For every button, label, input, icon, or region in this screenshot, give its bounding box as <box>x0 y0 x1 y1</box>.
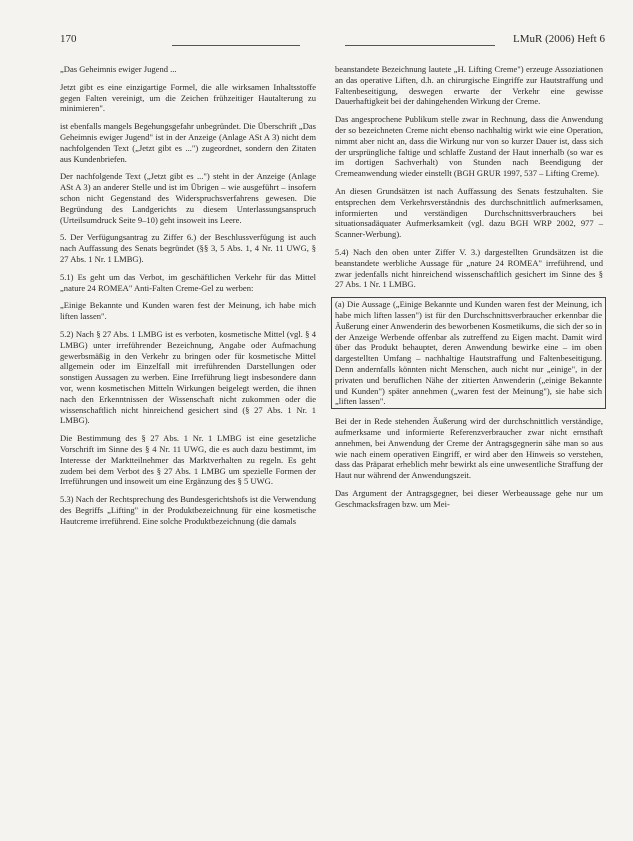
paragraph: „Das Geheimnis ewiger Jugend ... <box>60 64 177 74</box>
right-column <box>335 64 603 516</box>
paragraph: Das angesprochene Publikum stelle zwar in Rechnung, dass die Anwendung der so bezeichneten Creme nicht ebenso nachhaltig wirkt wie eine Operation, nimmt aber nicht an, dass die Wirkung nur von so kurzer Dauer ist, dass sich der ursprüngliche faltige und schlaffe Zustand der Haut innerhalb (so war es im dortigen Sachverhalt) von Stunden nach Beendigung der Cremeanwendung wieder einstellt (BGH GRUR 1997, 537 – Lifting Creme). <box>335 114 603 179</box>
paragraph: Das Argument der Antragsgegner, bei dieser Werbeaussage gehe nur um Geschmacksfragen bzw. um Mei- <box>335 487 603 509</box>
paragraph: Bei der in Rede stehenden Äußerung wird der durchschnittlich verständige, aufmerksame und informierte Referenzverbraucher zwar nicht ernsthaft annehmen, bei Anwendung der Creme der Antragsgegnerin sähe man so aus wie nach einem operativen Eingriff, er wird aber den Hinweis so verstehen, dass das Präparat erheblich mehr bewirkt als eine unwesentliche Straffung der Haut nur während der Anwendungszeit. <box>335 416 603 481</box>
paragraph: 5. Der Verfügungsantrag zu Ziffer 6.) der Beschlussverfügung ist auch nach Auffassung des Senats begründet (§§ 3, 5 Abs. 1, 4 Nr. 11 UWG, § 27 Abs. 1 Nr. 1 LMBG). <box>60 232 316 264</box>
paragraph: 5.2) Nach § 27 Abs. 1 LMBG ist es verboten, kosmetische Mittel (vgl. § 4 LMBG) unter irreführender Bezeichnung, Angabe oder Aufmachung gewerbsmäßig in den Verkehr zu bringen oder für kosmetische Mittel allgemein oder im Einzelfall mit irreführenden Darstellungen oder sonstigen Aussagen zu werben. Eine Irreführung liegt insbesondere dann vor, wenn kosmetischen Mitteln Wirkungen beigelegt werden, die ihnen nach den Erkenntnissen der Wissenschaft nicht zukommen oder die wissenschaftlich nicht hinreichend gesichert sind (§ 27 Abs. 1 Nr. 1 LMBG). <box>60 328 316 426</box>
paragraph: Jetzt gibt es eine einzigartige Formel, die alle wirksamen Inhaltsstoffe gegen Falten vereinigt, um die Zeichen frühzeitiger Hautalterung zu minimieren". <box>60 81 316 114</box>
journal-reference: LMuR (2006) Heft 6 <box>513 33 605 45</box>
boxed-paragraph: (a) Die Aussage („Einige Bekannte und Kunden waren fest der Meinung, ich habe mich liften lassen") ist für den Durchschnittsverbraucher erkennbar die Äußerung einer Anwenderin des beworbenen Kosmetikums, die sich der so in der Anzeige Werbende offenbar als zutreffend zu Eigen macht. Damit wird über das Produkt behauptet, deren Anwendung bewirke eine – im oben dargestellten Umfang – nachhaltige Hautstraffung und Faltenbeseitigung. Denn andernfalls könnten nicht Menschen, auch nicht nur „einige", in der privaten und beruflichen Nähe der zitierten Anwenderin („einige Bekannte und Kunden") später annehmen („waren fest der Meinung"), sie habe sich „liften lassen". <box>331 297 606 409</box>
page-header <box>60 33 605 47</box>
paragraph: ist ebenfalls mangels Begehungsgefahr unbegründet. Die Überschrift „Das Geheimnis ewiger Jugend" ist in der Anzeige (Anlage ASt A 3) nicht dem nachfolgenden Text („Jetzt gibt es ...") zugeordnet, sondern den Zitaten aus Kundenbriefen. <box>60 121 316 164</box>
paragraph: „Einige Bekannte und Kunden waren fest der Meinung, ich habe mich liften lassen". <box>60 300 316 322</box>
header-rule-left <box>172 45 300 46</box>
paragraph: 5.4) Nach den oben unter Ziffer V. 3.) dargestellten Grundsätzen ist die beanstandete werbliche Aussage für „nature 24 ROMEA" irreführend, und zwar jedenfalls nicht hinreichend wissenschaftlich gesichert im Sinne des § 27 Abs. 1 Nr. 1 LMBG. <box>335 246 603 290</box>
paragraph: 5.1) Es geht um das Verbot, im geschäftlichen Verkehr für das Mittel „nature 24 ROMEA" Anti-Falten Creme-Gel zu werben: <box>60 271 316 293</box>
paragraph: 5.3) Nach der Rechtsprechung des Bundesgerichtshofs ist die Verwendung des Begriffs „Lifting" in der Produktbezeichnung für eine kosmetische Hautcreme irreführend. Eine solche Produktbezeichnung (die damals <box>60 494 316 526</box>
header-rule-right <box>345 45 495 46</box>
paragraph: beanstandete Bezeichnung lautete „H. Lifting Creme") erzeuge Assoziationen an das operative Liften, d.h. an chirurgische Eingriffe zur Hautstraffung und Faltenbeseitigung, deswegen erwarte der Verkehr eine gewisse Dauerhaftigkeit bei der dahingehenden Wirkung der Creme. <box>335 64 603 107</box>
page-number: 170 <box>60 33 77 45</box>
left-column <box>60 64 316 533</box>
paragraph: Die Bestimmung des § 27 Abs. 1 Nr. 1 LMBG ist eine gesetzliche Vorschrift im Sinne des § 4 Nr. 11 UWG, die es auch dazu bestimmt, im Interesse der Marktteilnehmer das Marktverhalten zu regeln. Es geht zudem bei dem Verbot des § 27 Abs. 1 LMBG um spezielle Formen der Irreführungen und insoweit um eine Ergänzung des § 5 UWG. <box>60 433 316 487</box>
paragraph: Der nachfolgende Text („Jetzt gibt es ...") steht in der Anzeige (Anlage ASt A 3) an anderer Stelle und ist im Übrigen – wie ausgeführt – insofern schon nicht Gegenstand des Widerspruchsverfahrens gewesen. Die Begründung des Landgerichts zu diesem Unterlassungsanspruch (Urteilsumdruck Seite 9–10) geht insoweit ins Leere. <box>60 171 316 225</box>
paragraph: An diesen Grundsätzen ist nach Auffassung des Senats festzuhalten. Sie entsprechen dem Verkehrsverständnis des durchschnittlich aufmerksamen, informierten und verständigen Durchschnittsverbrauchers bei situationsadäquater Aufmerksamkeit (vgl. dazu BGH WRP 2002, 977 – Scanner-Werbung). <box>335 185 603 240</box>
